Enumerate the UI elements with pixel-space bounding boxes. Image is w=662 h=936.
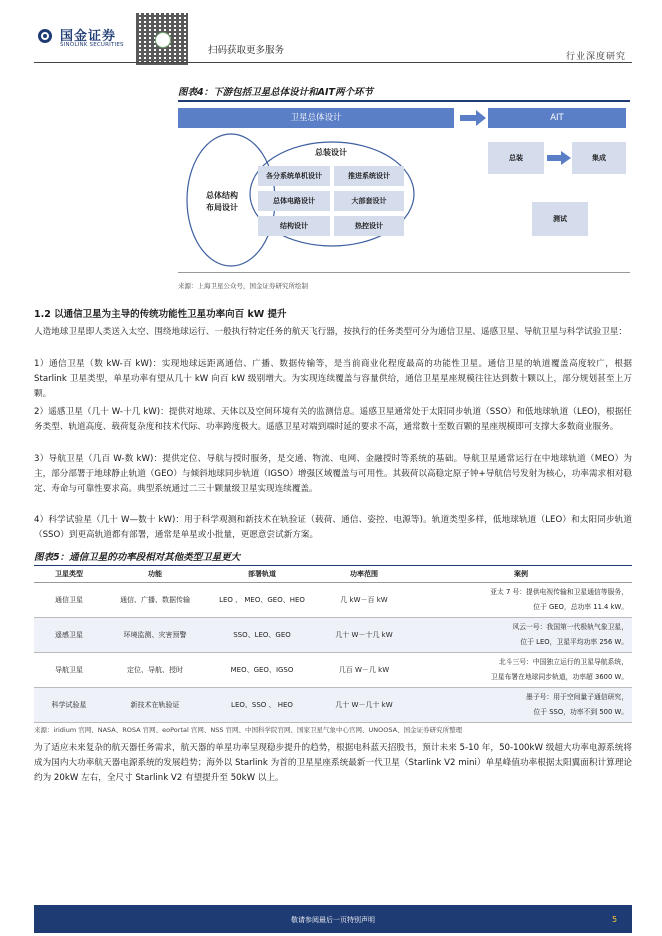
cell-function: 新技术在轨验证 [104, 688, 206, 723]
assembly-design-label: 总装设计 [315, 148, 347, 157]
ait-integration-box: 集成 [572, 142, 626, 174]
cell-orbit: LEO 、 MEO、GEO、HEO [206, 583, 318, 618]
footer-disclaimer: 敬请参阅最后一页特别声明 [291, 916, 375, 924]
case-line: 墨子号：用于空间量子通信研究， [526, 693, 628, 701]
cell-power: 几 kW－百 kW [318, 583, 410, 618]
figure5-title: 图表5：通信卫星的功率段相对其他类型卫星更大 [34, 552, 241, 563]
report-type-label: 行业深度研究 [566, 52, 627, 62]
cell-type: 遥感卫星 [34, 618, 104, 653]
satellite-design-header: 卫星总体设计 [178, 108, 454, 128]
test-loop-arrows-icon [540, 168, 604, 204]
subsystem-unit-design-box: 各分系统单机设计 [258, 166, 330, 186]
overall-layout-label: 总体结构 布局设计 [206, 191, 238, 212]
cell-function: 通信、广播、数据传输 [104, 583, 206, 618]
case-line: 位于 GEO，总功率 11.4 kW。 [533, 603, 628, 611]
science-paragraph: 4）科学试验星（几十 W—数十 kW)：用于科学观测和新技术在轨验证（载荷、通信、姿控、电源等)。轨道类型多样，低地球轨道（LEO）和太阳同步轨道（SSO）到更高轨道都有部署，通常是单星或小批量，更愿意尝试新方案。 [34, 515, 632, 540]
comm-satellite-paragraph: 1）通信卫星（数 kW-百 kW)：实现地球远距离通信、广播、数据传输等，是当前商业化程度最高的功能性卫星。通信卫星的轨道覆盖高度较广，根据 Starlink 卫星类型，单星功率有望从几十 kW 向百 kW 级别增大。为实现连续覆盖与容量供给，通信卫星星座规模往往达到数十颗以上，部分规划甚至上万颗。 [34, 359, 632, 399]
cell-power: 几百 W－几 kW [318, 653, 410, 688]
remote-sensing-paragraph: 2）遥感卫星（几十 W-十几 kW)：提供对地球、天体以及空间环境有关的监测信息。遥感卫星通常处于太阳同步轨道（SSO）和低地球轨道（LEO)，根据任务类型、轨道高度、载荷复杂度和技术代际、功率跨度极大。遥感卫星对端到端时延的要求不高，通常数十至数百颗的星座规模即可支撑大多数商业服务。 [34, 407, 632, 432]
case-line: 卫星布署在地球同步轨道，功率超 3600 W。 [490, 673, 628, 681]
case-line: 风云一号：我国第一代极轨气象卫星， [512, 623, 628, 631]
cell-case [410, 688, 632, 723]
case-line: 亚太 7 号：提供电视传输和卫星通信等服务， [490, 588, 628, 596]
qr-center-logo [155, 32, 171, 48]
cell-function: 环境监测、灾害预警 [104, 618, 206, 653]
cell-type: 导航卫星 [34, 653, 104, 688]
circuit-design-box: 总体电路设计 [258, 191, 330, 211]
figure4-title: 图表4：下游包括卫星总体设计和AIT两个环节 [178, 87, 373, 98]
case-line: 北斗三号：中国独立运行的卫星导航系统， [498, 658, 628, 666]
cell-orbit: MEO、GEO、IGSO [206, 653, 318, 688]
table-row [34, 618, 632, 653]
figure4-bottom-rule [178, 272, 630, 273]
cell-orbit: SSO、LEO、GEO [206, 618, 318, 653]
cell-type: 通信卫星 [34, 583, 104, 618]
col-function: 功能 [104, 566, 206, 583]
table-row [34, 583, 632, 618]
page-number: 5 [612, 915, 618, 924]
cell-power: 几十 W－几十 kW [318, 688, 410, 723]
table-row [34, 653, 632, 688]
structure-design-box: 结构设计 [258, 216, 330, 236]
ait-assembly-box: 总装 [488, 142, 544, 174]
arrow-right-icon [460, 110, 486, 126]
major-component-design-box: 大部套设计 [334, 191, 404, 211]
col-orbit: 部署轨道 [206, 566, 318, 583]
table-row [34, 688, 632, 723]
closing-paragraph: 为了适应未来复杂的航天器任务需求，航天器的单星功率呈现稳步提升的趋势，根据电科蓝天招股书，预计未来 5-10 年，50-100kW 级超大功率电源系统将成为国内大功率航天器电源系统的发展趋势；海外以 Starlink 为首的卫星星座系统最新一代卫星（Starlink V2 mini）单星峰值功率根据太阳翼面积计算理论约为 20kW 左右，全尺寸 Starlink V2 有望提升至 50kW 以上。 [34, 743, 632, 783]
ait-arrow-icon [547, 151, 571, 165]
cell-case [410, 653, 632, 688]
cell-case [410, 583, 632, 618]
figure4-top-rule [178, 100, 630, 102]
header-divider [34, 62, 632, 63]
logo-icon [38, 29, 52, 43]
section-heading: 1.2 以通信卫星为主导的传统功能性卫星功率向百 kW 提升 [34, 309, 287, 320]
case-line: 位于 LEO，卫星平均功率 256 W。 [520, 638, 628, 646]
satellite-type-table [34, 565, 632, 723]
case-line: 位于 SSO，功率不到 500 W。 [533, 708, 628, 716]
cell-orbit: LEO、SSO 、 HEO [206, 688, 318, 723]
cell-case [410, 618, 632, 653]
table-header-row [34, 566, 632, 583]
thermal-control-design-box: 热控设计 [334, 216, 404, 236]
figure5-source: 来源：iridium 官网、NASA、ROSA 官网、eoPortal 官网、NSS 官网、中国科学院官网、国家卫星气象中心官网、UNOOSA、国金证券研究所整理 [34, 726, 463, 734]
figure4-source: 来源：上海卫星公众号，国金证券研究所绘制 [178, 282, 308, 290]
navigation-paragraph: 3）导航卫星（几百 W-数 kW)：提供定位、导航与授时服务，是交通、物流、电网、金融授时等系统的基础。导航卫星通常运行在中地球轨道（MEO）为主，部分部署于地球静止轨道（GEO）与倾斜地球同步轨道（IGSO）增强区域覆盖与可用性。其载荷以高稳定原子钟+导航信号发射为核心，功率需求相对稳定、寿命与可靠性要求高。典型系统通过二三十颗量级卫星实现连续覆盖。 [34, 454, 632, 494]
col-case: 案例 [410, 566, 632, 583]
logo-text-en: SINOLINK SECURITIES [60, 42, 124, 48]
scan-prompt: 扫码获取更多服务 [208, 45, 285, 56]
cell-type: 科学试验星 [34, 688, 104, 723]
col-type: 卫星类型 [34, 566, 104, 583]
intro-paragraph: 人造地球卫星即人类送入太空、围绕地球运行、一般执行特定任务的航天飞行器，按执行的任务类型可分为通信卫星、遥感卫星、导航卫星与科学试验卫星： [34, 327, 627, 337]
col-power: 功率范围 [318, 566, 410, 583]
ait-header: AIT [488, 108, 626, 128]
logo-text-cn: 国金证券 [60, 29, 117, 44]
cell-function: 定位、导航、授时 [104, 653, 206, 688]
ait-test-box: 测试 [532, 202, 588, 236]
cell-power: 几十 W－十几 kW [318, 618, 410, 653]
propulsion-design-box: 推进系统设计 [334, 166, 404, 186]
